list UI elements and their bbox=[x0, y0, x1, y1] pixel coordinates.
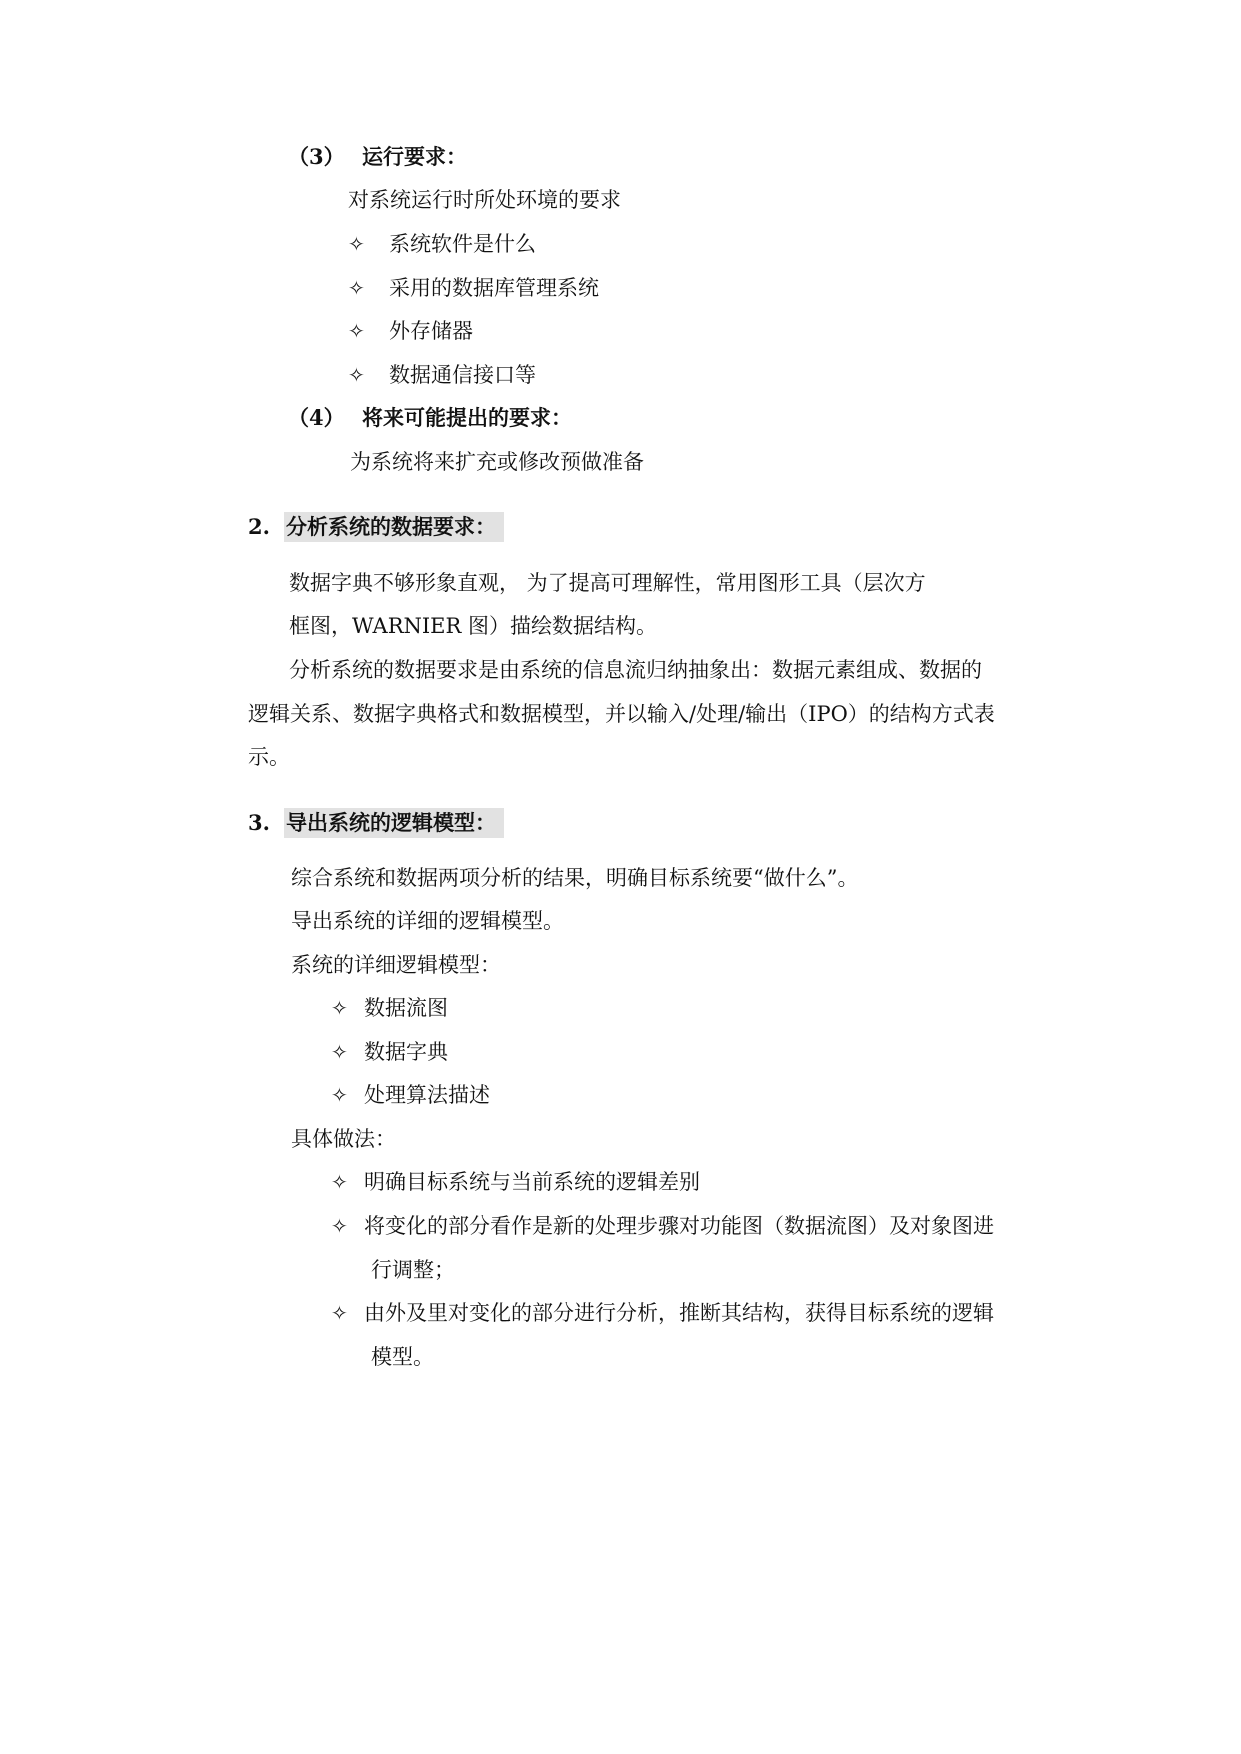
item-4-description: 为系统将来扩充或修改预做准备 bbox=[350, 450, 644, 474]
item-4-title: 将来可能提出的要求： bbox=[362, 405, 572, 430]
list-item: 数据字典 bbox=[364, 1040, 448, 1064]
diamond-bullet-icon: ✧ bbox=[331, 996, 348, 1020]
section-2-heading: 分析系统的数据要求： bbox=[284, 512, 504, 542]
diamond-bullet-icon: ✧ bbox=[348, 319, 365, 343]
diamond-bullet-icon: ✧ bbox=[331, 1214, 348, 1238]
section-2-number: 2. bbox=[248, 514, 270, 539]
list-item: 采用的数据库管理系统 bbox=[389, 276, 599, 300]
item-3-title: 运行要求： bbox=[362, 144, 467, 169]
list-item: 处理算法描述 bbox=[364, 1083, 490, 1107]
diamond-bullet-icon: ✧ bbox=[331, 1040, 348, 1064]
paragraph-line: 数据字典不够形象直观， 为了提高可理解性，常用图形工具（层次方 bbox=[289, 571, 926, 595]
paragraph-line: 逻辑关系、数据字典格式和数据模型，并以输入/处理/输出（IPO）的结构方式表 bbox=[248, 702, 995, 726]
list-item: 将变化的部分看作是新的处理步骤对功能图（数据流图）及对象图进 bbox=[364, 1214, 994, 1238]
list-item: 由外及里对变化的部分进行分析，推断其结构，获得目标系统的逻辑 bbox=[364, 1301, 994, 1325]
section-3-heading: 导出系统的逻辑模型： bbox=[284, 808, 504, 838]
list-item-continuation: 模型。 bbox=[371, 1345, 434, 1369]
diamond-bullet-icon: ✧ bbox=[331, 1301, 348, 1325]
list-item: 系统软件是什么 bbox=[389, 232, 536, 256]
item-4-number: （4） bbox=[288, 405, 345, 430]
paragraph-line: 分析系统的数据要求是由系统的信息流归纳抽象出：数据元素组成、数据的 bbox=[289, 658, 982, 682]
paragraph-line: 示。 bbox=[248, 745, 290, 769]
paragraph-line: 导出系统的详细的逻辑模型。 bbox=[291, 909, 564, 933]
list-item: 数据流图 bbox=[364, 996, 448, 1020]
diamond-bullet-icon: ✧ bbox=[348, 276, 365, 300]
diamond-bullet-icon: ✧ bbox=[331, 1170, 348, 1194]
diamond-bullet-icon: ✧ bbox=[348, 232, 365, 256]
diamond-bullet-icon: ✧ bbox=[348, 363, 365, 387]
list-item: 数据通信接口等 bbox=[389, 363, 536, 387]
item-3-number: （3） bbox=[288, 144, 345, 169]
diamond-bullet-icon: ✧ bbox=[331, 1083, 348, 1107]
list-item-continuation: 行调整； bbox=[371, 1258, 455, 1282]
list-item: 外存储器 bbox=[389, 319, 473, 343]
paragraph-line: 框图，WARNIER 图）描绘数据结构。 bbox=[289, 614, 658, 638]
section-3-number: 3. bbox=[248, 810, 270, 835]
paragraph-line: 具体做法： bbox=[291, 1127, 396, 1151]
paragraph-line: 综合系统和数据两项分析的结果，明确目标系统要“做什么”。 bbox=[291, 866, 859, 890]
list-item: 明确目标系统与当前系统的逻辑差别 bbox=[364, 1170, 700, 1194]
item-3-description: 对系统运行时所处环境的要求 bbox=[348, 188, 621, 212]
paragraph-line: 系统的详细逻辑模型： bbox=[291, 953, 501, 977]
